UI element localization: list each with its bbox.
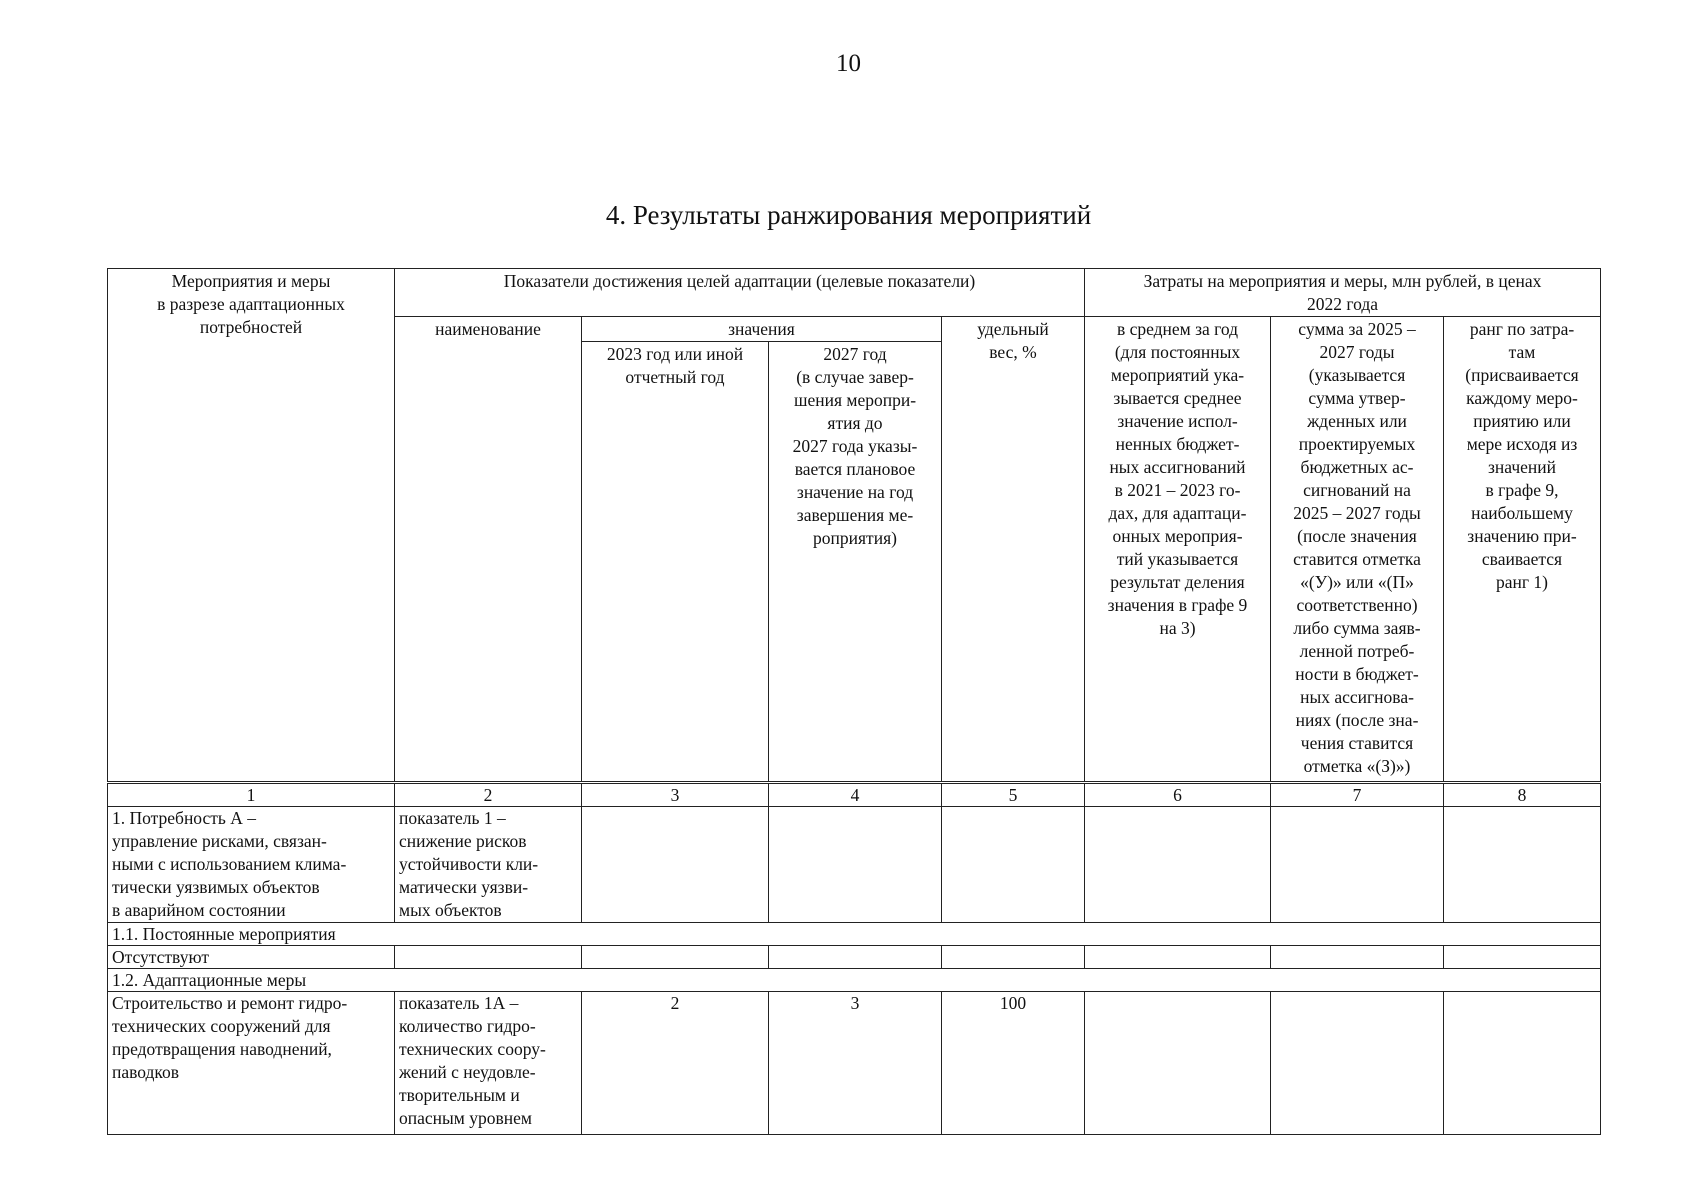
header-costs-group: Затраты на мероприятия и меры, млн рублей, в ценах 2022 года [1085,269,1601,317]
table-cell [395,946,582,969]
table-cell [582,807,769,923]
section-title: 4. Результаты ранжирования мероприятий [605,200,1092,230]
column-number: 3 [582,783,769,807]
column-number: 1 [108,783,395,807]
column-number: 2 [395,783,582,807]
column-number: 5 [942,783,1085,807]
page-number: 10 [836,50,861,77]
table-cell [1085,946,1271,969]
column-number: 8 [1444,783,1601,807]
table-row-construction [108,992,1601,1135]
table-cell [1271,946,1444,969]
table-cell [1085,807,1271,923]
table-cell [942,946,1085,969]
column-numbers-row [108,783,1601,807]
table-cell [1271,807,1444,923]
table-cell [942,807,1085,923]
table-cell [1271,992,1444,1135]
construction-title: Строительство и ремонт гидро- технических сооружений для предотвращения наводнений, паводков [108,992,395,1135]
header-indicators-group: Показатели достижения целей адаптации (целевые показатели) [395,269,1085,317]
header-rank: ранг по затра- там (присваивается каждому меро- приятию или мере исходя из значений в графе 9, наибольшему значению при- сваивается ранг 1) [1444,317,1601,783]
table-cell [1444,807,1601,923]
table-cell [1444,992,1601,1135]
table-cell [769,946,942,969]
absent-label: Отсутствуют [108,946,395,969]
ranking-table [107,268,1601,1135]
table-cell [1085,992,1271,1135]
adaptive-measures-heading: 1.2. Адаптационные меры [108,969,1601,992]
header-weight: удельный вес, % [942,317,1085,783]
construction-value-2023: 2 [582,992,769,1135]
header-measures: Мероприятия и меры в разрезе адаптационных потребностей [108,269,395,783]
need-a-title: 1. Потребность А – управление рисками, связан- ными с использованием клима- тически уязвимых объектов в аварийном состоянии [108,807,395,923]
table-row-absent [108,946,1601,969]
header-row-1 [108,269,1601,317]
column-number: 4 [769,783,942,807]
header-name: наименование [395,317,582,783]
table-cell [1444,946,1601,969]
header-year-2027: 2027 год (в случае завер- шения меропри- ятия до 2027 года указы- вается плановое значение на год завершения ме- роприятия) [769,342,942,783]
table-cell [582,946,769,969]
table-cell [769,807,942,923]
header-year-2023: 2023 год или иной отчетный год [582,342,769,783]
construction-indicator: показатель 1А – количество гидро- технических соору- жений с неудовле- творительным и опасным уровнем [395,992,582,1135]
section-row-adaptive [108,969,1601,992]
header-sum-2025-2027: сумма за 2025 – 2027 годы (указывается сумма утвер- жденных или проектируемых бюджетных ас- сигнований на 2025 – 2027 годы (после значения ставится отметка «(У)» или «(П» соответственно) либо сумма заяв- ленной потреб- ности в бюджет- ных ассигнова- ниях (после зна- чения ставится отметка «(З)») [1271,317,1444,783]
section-row-permanent [108,923,1601,946]
column-number: 7 [1271,783,1444,807]
header-values: значения [582,317,942,342]
column-number: 6 [1085,783,1271,807]
permanent-measures-heading: 1.1. Постоянные мероприятия [108,923,1601,946]
header-avg-year: в среднем за год (для постоянных мероприятий ука- зывается среднее значение испол- ненных бюджет- ных ассигнований в 2021 – 2023 го- дах, для адаптаци- онных мероприя- тий указывается результат деления значения в графе 9 на 3) [1085,317,1271,783]
table-row-need-a [108,807,1601,923]
construction-value-2027: 3 [769,992,942,1135]
construction-weight: 100 [942,992,1085,1135]
need-a-indicator: показатель 1 – снижение рисков устойчивости кли- матически уязви- мых объектов [395,807,582,923]
